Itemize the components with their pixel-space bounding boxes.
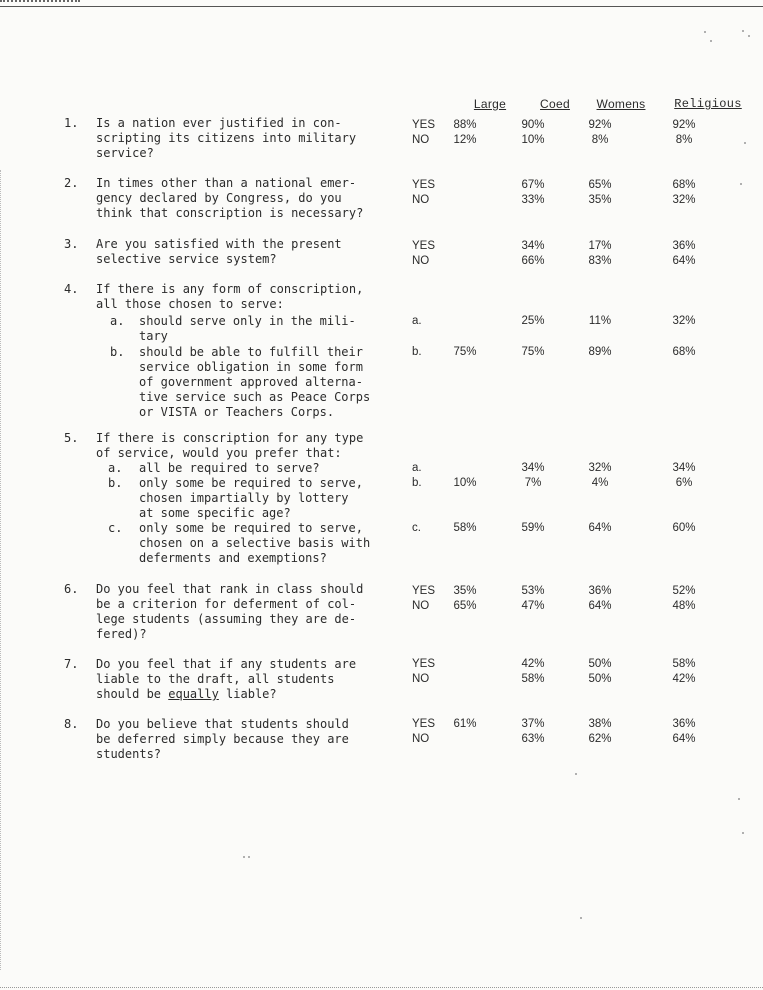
response-option: NO — [412, 194, 430, 206]
response-option: NO — [412, 600, 430, 612]
percentage-value-coed: 75% — [521, 346, 545, 358]
percentage-value-womens: 89% — [588, 346, 612, 358]
question-text-line: students? — [96, 747, 162, 761]
percentage-value-religious: 60% — [672, 522, 696, 534]
percentage-value-religious: 42% — [672, 673, 696, 685]
percentage-value-religious: 36% — [672, 718, 696, 730]
response-option: NO — [412, 255, 430, 267]
question-number: 7. — [64, 657, 79, 671]
question-text-line: lege students (assuming they are de- — [96, 612, 357, 626]
question-number: 1. — [64, 116, 79, 130]
question-text-line: Are you satisfied with the present — [96, 237, 342, 251]
percentage-value-large: 58% — [453, 522, 477, 534]
column-header-large: Large — [473, 97, 507, 111]
response-option: YES — [412, 585, 436, 597]
response-option: NO — [412, 733, 430, 745]
percentage-value-large: 10% — [453, 477, 477, 489]
percentage-value-coed: 42% — [521, 658, 545, 670]
percentage-value-religious: 6% — [675, 477, 693, 489]
percentage-value-womens: 92% — [588, 119, 612, 131]
scan-speck — [248, 856, 250, 858]
percentage-value-coed: 34% — [521, 462, 545, 474]
sub-item-label: a. — [110, 314, 125, 328]
question-text-line: of service, would you prefer that: — [96, 446, 342, 460]
percentage-value-womens: 35% — [588, 194, 612, 206]
column-header-coed: Coed — [540, 97, 570, 111]
percentage-value-large: 75% — [453, 346, 477, 358]
question-text-line: Do you feel that rank in class should — [96, 582, 364, 596]
scan-speck — [243, 856, 245, 858]
sub-item-text-line: service obligation in some form — [139, 360, 363, 374]
question-text-line: all those chosen to serve: — [96, 297, 284, 311]
sub-item-text-line: tive service such as Peace Corps — [139, 390, 371, 404]
question-text-line: be a criterion for deferment of col- — [96, 597, 357, 611]
percentage-value-coed: 53% — [521, 585, 545, 597]
sub-item-text-line: chosen impartially by lottery — [139, 491, 349, 505]
question-text-line: Do you feel that if any students are — [96, 657, 357, 671]
percentage-value-coed: 90% — [521, 119, 545, 131]
percentage-value-religious: 68% — [672, 179, 696, 191]
scan-speck — [704, 31, 706, 33]
percentage-value-coed: 34% — [521, 240, 545, 252]
question-number: 4. — [64, 282, 79, 296]
scan-speck — [575, 773, 577, 775]
percentage-value-coed: 59% — [521, 522, 545, 534]
percentage-value-religious: 92% — [672, 119, 696, 131]
percentage-value-womens: 38% — [588, 718, 612, 730]
percentage-value-womens: 65% — [588, 179, 612, 191]
sub-item-text-line: only some be required to serve, — [139, 476, 363, 490]
page-top-dotted-rule — [0, 0, 80, 4]
percentage-value-religious: 32% — [672, 194, 696, 206]
percentage-value-coed: 66% — [521, 255, 545, 267]
question-text-line: think that conscription is necessary? — [96, 206, 364, 220]
scan-speck — [742, 30, 744, 32]
sub-item-label: c. — [108, 521, 123, 535]
scan-speck — [748, 35, 750, 37]
sub-item-text-line: should be able to fulfill their — [139, 345, 363, 359]
sub-item-text-line: or VISTA or Teachers Corps. — [139, 405, 335, 419]
response-option: YES — [412, 119, 436, 131]
sub-item-text-line: chosen on a selective basis with — [139, 536, 371, 550]
column-header-religious: Religious — [674, 97, 742, 111]
response-option: a. — [412, 462, 422, 474]
emphasis-underline: equally — [168, 687, 219, 701]
percentage-value-large: 35% — [453, 585, 477, 597]
percentage-value-religious: 68% — [672, 346, 696, 358]
percentage-value-coed: 10% — [521, 134, 545, 146]
sub-item-text-line: deferments and exemptions? — [139, 551, 327, 565]
percentage-value-large: 88% — [453, 119, 477, 131]
sub-item-label: a. — [108, 461, 123, 475]
response-option: b. — [412, 477, 422, 489]
question-text-line: should be equally liable? — [96, 687, 277, 701]
percentage-value-religious: 64% — [672, 733, 696, 745]
percentage-value-womens: 50% — [588, 658, 612, 670]
sub-item-label: b. — [108, 476, 123, 490]
question-text-line: fered)? — [96, 627, 147, 641]
question-number: 5. — [64, 431, 79, 445]
question-text-line: Is a nation ever justified in con- — [96, 116, 342, 130]
scan-speck — [580, 917, 582, 919]
percentage-value-coed: 58% — [521, 673, 545, 685]
percentage-value-coed: 33% — [521, 194, 545, 206]
percentage-value-religious: 34% — [672, 462, 696, 474]
scan-bottom-edge — [0, 987, 763, 989]
percentage-value-womens: 11% — [588, 315, 612, 327]
scan-speck — [710, 40, 712, 42]
scan-speck — [738, 798, 740, 800]
percentage-value-coed: 47% — [521, 600, 545, 612]
question-text-line: If there is conscription for any type — [96, 431, 364, 445]
percentage-value-womens: 4% — [591, 477, 609, 489]
response-option: YES — [412, 179, 436, 191]
sub-item-text-line: at some specific age? — [139, 506, 291, 520]
question-text-line: scripting its citizens into military — [96, 131, 357, 145]
percentage-value-large: 12% — [453, 134, 477, 146]
question-text-line: service? — [96, 146, 154, 160]
percentage-value-religious: 8% — [675, 134, 693, 146]
percentage-value-religious: 48% — [672, 600, 696, 612]
percentage-value-womens: 64% — [588, 522, 612, 534]
percentage-value-coed: 67% — [521, 179, 545, 191]
percentage-value-religious: 64% — [672, 255, 696, 267]
percentage-value-coed: 63% — [521, 733, 545, 745]
percentage-value-womens: 32% — [588, 462, 612, 474]
response-option: b. — [412, 346, 422, 358]
scan-speck — [740, 183, 742, 185]
percentage-value-womens: 8% — [591, 134, 609, 146]
percentage-value-religious: 58% — [672, 658, 696, 670]
percentage-value-womens: 64% — [588, 600, 612, 612]
percentage-value-religious: 32% — [672, 315, 696, 327]
question-text-line: If there is any form of conscription, — [96, 282, 364, 296]
percentage-value-religious: 36% — [672, 240, 696, 252]
sub-item-text-line: of government approved alterna- — [139, 375, 363, 389]
question-text-line: gency declared by Congress, do you — [96, 191, 342, 205]
response-option: YES — [412, 240, 436, 252]
scan-speck — [744, 142, 746, 144]
percentage-value-womens: 83% — [588, 255, 612, 267]
sub-item-text-line: tary — [139, 329, 168, 343]
sub-item-text-line: all be required to serve? — [139, 461, 320, 475]
response-option: NO — [412, 134, 430, 146]
question-number: 2. — [64, 176, 79, 190]
percentage-value-coed: 7% — [524, 477, 542, 489]
question-number: 6. — [64, 582, 79, 596]
percentage-value-coed: 37% — [521, 718, 545, 730]
question-text-line: liable to the draft, all students — [96, 672, 335, 686]
question-text-line: Do you believe that students should — [96, 717, 349, 731]
sub-item-text-line: should serve only in the mili- — [139, 314, 356, 328]
question-number: 3. — [64, 237, 79, 251]
question-text-line: be deferred simply because they are — [96, 732, 349, 746]
percentage-value-religious: 52% — [672, 585, 696, 597]
response-option: c. — [412, 522, 421, 534]
percentage-value-womens: 50% — [588, 673, 612, 685]
scan-left-edge — [0, 170, 3, 970]
question-text-line: In times other than a national emer- — [96, 176, 357, 190]
percentage-value-large: 61% — [453, 718, 477, 730]
scan-speck — [742, 832, 744, 834]
response-option: YES — [412, 658, 436, 670]
percentage-value-womens: 62% — [588, 733, 612, 745]
sub-item-text-line: only some be required to serve, — [139, 521, 363, 535]
column-header-womens: Womens — [596, 97, 646, 111]
percentage-value-womens: 36% — [588, 585, 612, 597]
response-option: YES — [412, 718, 436, 730]
response-option: NO — [412, 673, 430, 685]
percentage-value-coed: 25% — [521, 315, 545, 327]
response-option: a. — [412, 315, 422, 327]
question-number: 8. — [64, 717, 79, 731]
question-text-line: selective service system? — [96, 252, 277, 266]
percentage-value-large: 65% — [453, 600, 477, 612]
page-top-rule — [0, 6, 763, 7]
sub-item-label: b. — [110, 345, 125, 359]
percentage-value-womens: 17% — [588, 240, 612, 252]
